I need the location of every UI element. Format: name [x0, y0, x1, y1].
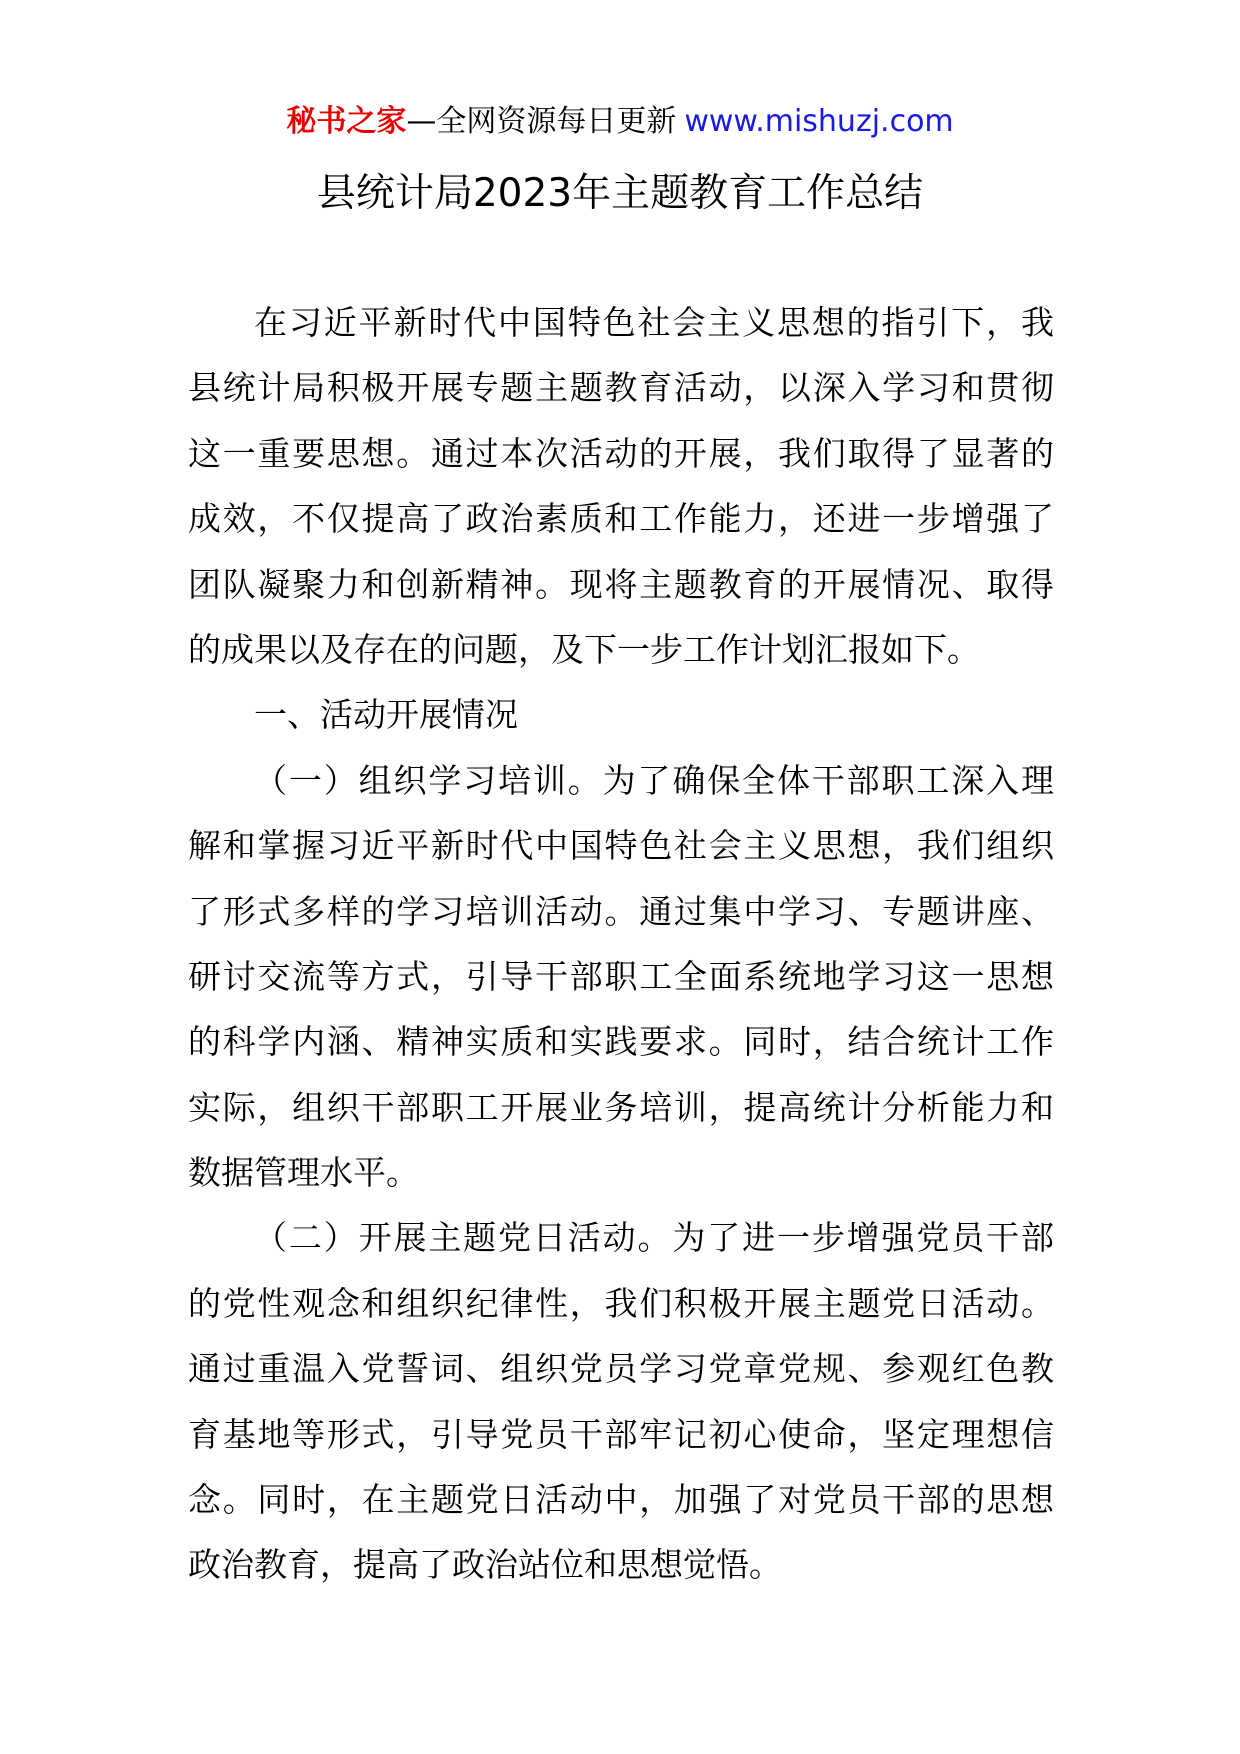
paragraph-line: 的科学内涵、精神实质和实践要求。同时，结合统计工作: [188, 1022, 1054, 1062]
paragraph-line: 数据管理水平。: [188, 1153, 419, 1193]
paragraph-line: 研讨交流等方式，引导干部职工全面系统地学习这一思想: [188, 956, 1054, 996]
paragraph-line: 念。同时，在主题党日活动中，加强了对党员干部的思想: [188, 1480, 1054, 1520]
paragraph-line: （一）组织学习培训。为了确保全体干部职工深入理: [254, 760, 1054, 800]
paragraph-line: 在习近平新时代中国特色社会主义思想的指引下，我: [254, 303, 1054, 342]
paragraph-line: 的党性观念和组织纪律性，我们积极开展主题党日活动。: [188, 1283, 1054, 1323]
paragraph-line: （二）开展主题党日活动。为了进一步增强党员干部: [254, 1218, 1054, 1258]
paragraph-line: 政治教育，提高了政治站位和思想觉悟。: [188, 1545, 782, 1585]
website-link[interactable]: www.mishuzj.com: [684, 104, 954, 139]
brand-name: 秘书之家: [286, 104, 407, 139]
paragraph-line: 县统计局积极开展专题主题教育活动，以深入学习和贯彻: [188, 368, 1054, 408]
document-body: [188, 290, 1054, 1598]
section-heading: 一、活动开展情况: [254, 695, 518, 735]
document-title: 县统计局2023年主题教育工作总结: [316, 171, 924, 216]
paragraph-line: 实际，组织干部职工开展业务培训，提高统计分析能力和: [188, 1087, 1054, 1127]
paragraph-line: 的成果以及存在的问题，及下一步工作计划汇报如下。: [188, 629, 980, 669]
paragraph-line: 成效，不仅提高了政治素质和工作能力，还进一步增强了: [188, 499, 1054, 539]
paragraph-line: 团队凝聚力和创新精神。现将主题教育的开展情况、取得: [188, 564, 1054, 604]
paragraph-line: 了形式多样的学习培训活动。通过集中学习、专题讲座、: [188, 891, 1054, 931]
paragraph-line: 通过重温入党誓词、组织党员学习党章党规、参观红色教: [188, 1349, 1054, 1389]
source-header: [0, 100, 1240, 144]
paragraph-line: 解和掌握习近平新时代中国特色社会主义思想，我们组织: [188, 826, 1054, 866]
paragraph-line: 这一重要思想。通过本次活动的开展，我们取得了显著的: [188, 433, 1054, 473]
paragraph-line: 育基地等形式，引导党员干部牢记初心使命，坚定理想信: [188, 1414, 1054, 1454]
slogan-text: —全网资源每日更新: [406, 104, 677, 139]
